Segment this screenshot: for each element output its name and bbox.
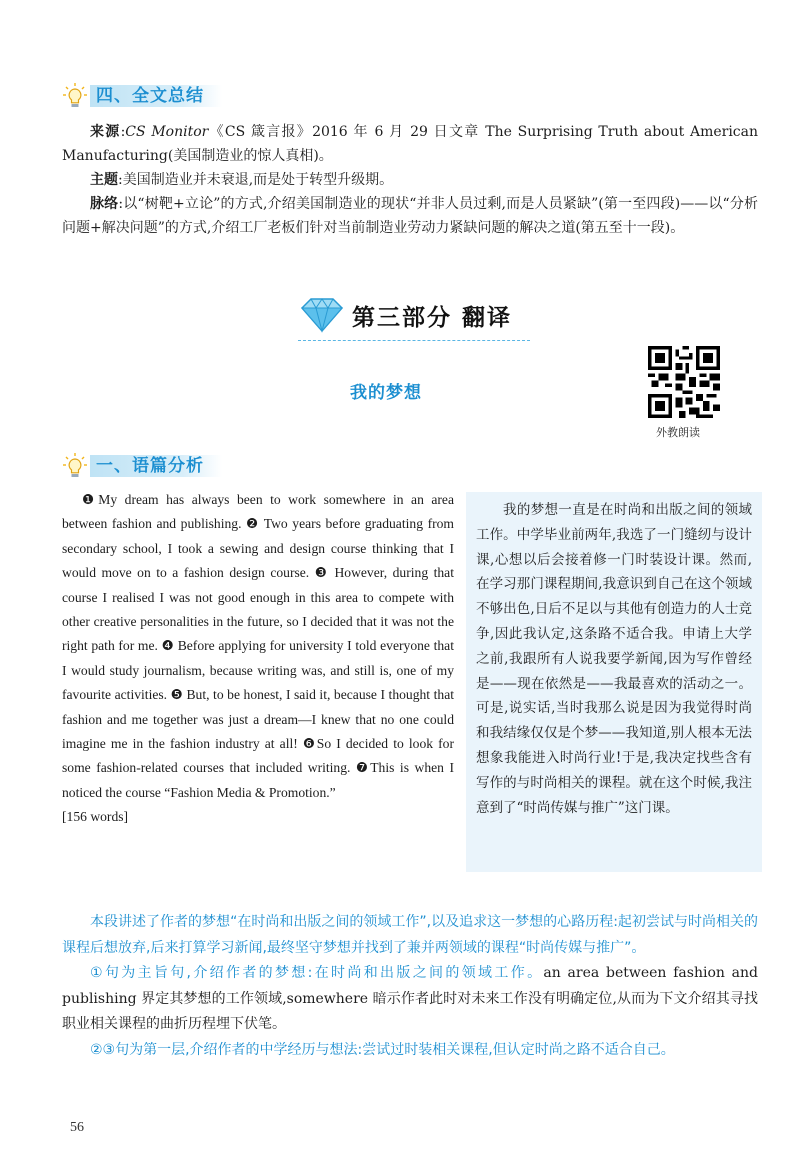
section-heading-summary: [62, 82, 222, 110]
diamond-icon: [300, 297, 344, 333]
analysis-block: [62, 910, 758, 1063]
qr-code[interactable]: [648, 346, 720, 418]
page-number: 56: [70, 1120, 84, 1135]
translation-box: [466, 492, 762, 872]
analysis-paragraph-1: 本段讲述了作者的梦想“在时尚和出版之间的领域工作”,以及追求这一梦想的心路历程:起初尝试与时尚相关的课程后想放弃,后来打算学习新闻,最终坚守梦想并找到了兼并两领域的课程“时尚传媒与推广”。: [62, 914, 758, 956]
part-title-text: 第三部分 翻译: [352, 304, 513, 331]
section-heading-analysis: [62, 452, 222, 480]
divider: [298, 340, 530, 341]
summary-theme: 主题:美国制造业并未衰退,而是处于转型升级期。: [90, 172, 394, 188]
summary-source: 来源:CS Monitor《CS 箴言报》2016 年 6 月 29 日文章 The Surprising Truth about American Manufacturing(美国制造业的惊人真相)。: [62, 124, 759, 164]
english-passage: [62, 488, 454, 830]
part-title: [300, 295, 512, 335]
summary-context: 脉络:以“树靶+立论”的方式,介绍美国制造业的现状“并非人员过剩,而是人员紧缺”(第一至四段)——以“分析问题+解决问题”的方式,介绍工厂老板们针对当前制造业劳动力紧缺问题的解决之道(第五至十一段)。: [62, 196, 758, 236]
lightbulb-icon: [62, 452, 88, 480]
analysis-paragraph-3: ②③句为第一层,介绍作者的中学经历与想法:尝试过时装相关课程,但认定时尚之路不适合自己。: [90, 1041, 675, 1058]
section-heading-text: 四、全文总结: [90, 85, 222, 107]
summary-block: [62, 120, 758, 240]
lightbulb-icon: [62, 82, 88, 110]
analysis-paragraph-2: ①句为主旨句,介绍作者的梦想:在时尚和出版之间的领域工作。an area between fashion and publishing 界定其梦想的工作领域,somewhere 暗示作者此时对未来工作没有明确定位,从而为下文介绍其寻找职业相关课程的曲折历程埋下伏笔。: [62, 965, 758, 1032]
qr-label: 外教朗读: [656, 426, 700, 439]
translation-paragraph: 我的梦想一直是在时尚和出版之间的领域工作。中学毕业前两年,我选了一门缝纫与设计课,心想以后会接着修一门时装设计课。然而,在学习那门课程期间,我意识到自己在这个领域不够出色,日后不足以与其他有创造力的人士竞争,因此我认定,这条路不适合我。申请上大学之前,我跟所有人说我要学新闻,因为写作曾经是——现在依然是——我最喜欢的活动之一。可是,说实话,当时我那么说是因为我觉得时尚和我结缘仅仅是个梦——我知道,别人根本无法想象我能进入时尚行业!于是,我决定找些含有写作的与时尚相关的课程。就在这个时候,我注意到了“时尚传媒与推广”这门课。: [476, 502, 752, 816]
essay-title: 我的梦想: [350, 383, 422, 403]
section-heading-text: 一、语篇分析: [90, 455, 222, 477]
english-paragraph: ❶My dream has always been to work somewhere in an area between fashion and publishing. ❷ Two years before graduating from secondary school, I took a sewing and design course thinking that I would move on to a fashion design course. ❸ However, during that course I realised I was not good enough in this area to compete with other creative personalities in the future, so I decided that it was not the right path for me. ❹ Before applying for university I told everyone that I would study journalism, because writing was, and still is, one of my favourite activities. ❺ But, to be honest, I said it, because I thought that fashion and me together was just a dream—I knew that no one could imagine me in the fashion industry at all! ❻So I decided to look for some fashion-related courses that included writing. ❼This is when I noticed the course “Fashion Media & Promotion.”: [62, 492, 454, 800]
word-count: [156 words]: [62, 809, 129, 825]
